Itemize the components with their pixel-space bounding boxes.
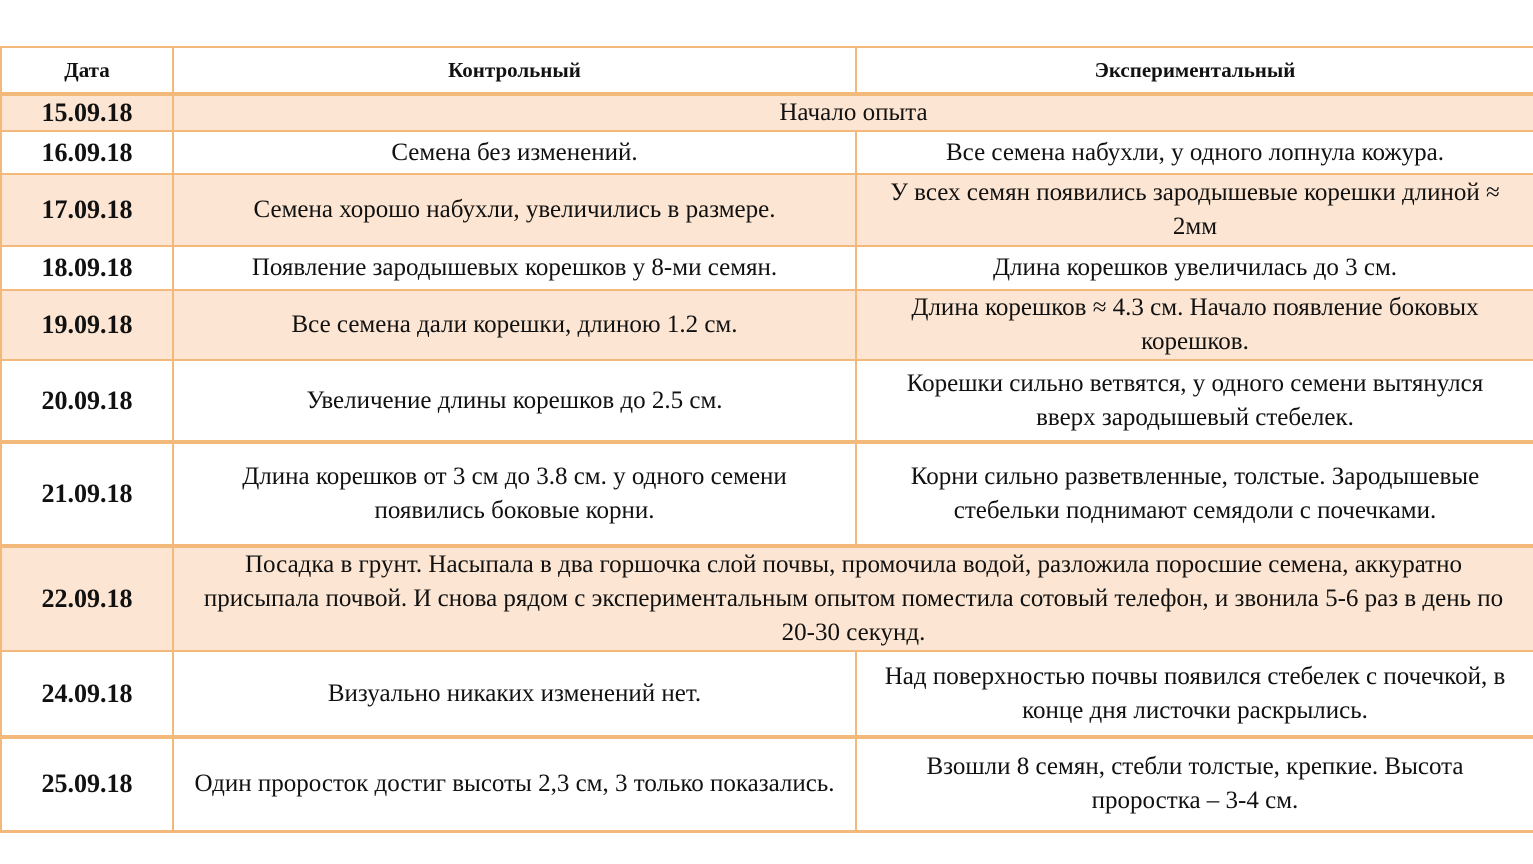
row-date: 18.09.18: [1, 246, 173, 290]
table-row: [1, 737, 1533, 831]
row-experimental: Длина корешков увеличилась до 3 см.: [856, 246, 1533, 290]
table-header-row: [1, 47, 1533, 94]
row-control: Увеличение длины корешков до 2.5 см.: [173, 360, 856, 442]
row-control: Все семена дали корешки, длиною 1.2 см.: [173, 290, 856, 360]
row-date: 16.09.18: [1, 131, 173, 174]
row-control: Семена без изменений.: [173, 131, 856, 174]
row-merged-note: Начало опыта: [173, 94, 1533, 131]
table-row: [1, 131, 1533, 174]
header-experimental: Экспериментальный: [856, 47, 1533, 94]
row-date: 24.09.18: [1, 651, 173, 737]
observation-table: [0, 46, 1533, 833]
row-experimental: Корешки сильно ветвятся, у одного семени вытянулся вверх зародышевый стебелек.: [856, 360, 1533, 442]
row-date: 20.09.18: [1, 360, 173, 442]
row-date: 22.09.18: [1, 546, 173, 651]
row-date: 15.09.18: [1, 94, 173, 131]
table-row: [1, 360, 1533, 442]
row-date: 25.09.18: [1, 737, 173, 831]
row-experimental: Корни сильно разветвленные, толстые. Зародышевые стебельки поднимают семядоли с почечками.: [856, 442, 1533, 546]
row-experimental: У всех семян появились зародышевые корешки длиной ≈ 2мм: [856, 174, 1533, 246]
table-row: [1, 442, 1533, 546]
table-row: [1, 290, 1533, 360]
row-control: Длина корешков от 3 см до 3.8 см. у одного семени появились боковые корни.: [173, 442, 856, 546]
table-row: [1, 246, 1533, 290]
row-control: Один проросток достиг высоты 2,3 см, 3 только показались.: [173, 737, 856, 831]
row-experimental: Все семена набухли, у одного лопнула кожура.: [856, 131, 1533, 174]
row-experimental: Длина корешков ≈ 4.3 см. Начало появление боковых корешков.: [856, 290, 1533, 360]
row-experimental: Над поверхностью почвы появился стебелек с почечкой, в конце дня листочки раскрылись.: [856, 651, 1533, 737]
row-experimental: Взошли 8 семян, стебли толстые, крепкие. Высота проростка – 3-4 см.: [856, 737, 1533, 831]
row-control: Семена хорошо набухли, увеличились в размере.: [173, 174, 856, 246]
row-merged-note: Посадка в грунт. Насыпала в два горшочка слой почвы, промочила водой, разложила поросшие семена, аккуратно присыпала почвой. И снова рядом с экспериментальным опытом поместила сотовый телефон, и звонила 5-6 раз в день по 20-30 секунд.: [173, 546, 1533, 651]
table-row: [1, 651, 1533, 737]
header-date: Дата: [1, 47, 173, 94]
row-date: 21.09.18: [1, 442, 173, 546]
header-control: Контрольный: [173, 47, 856, 94]
table-row: [1, 546, 1533, 651]
row-control: Визуально никаких изменений нет.: [173, 651, 856, 737]
row-control: Появление зародышевых корешков у 8-ми семян.: [173, 246, 856, 290]
row-date: 17.09.18: [1, 174, 173, 246]
table-row: [1, 174, 1533, 246]
table-row: [1, 94, 1533, 131]
row-date: 19.09.18: [1, 290, 173, 360]
